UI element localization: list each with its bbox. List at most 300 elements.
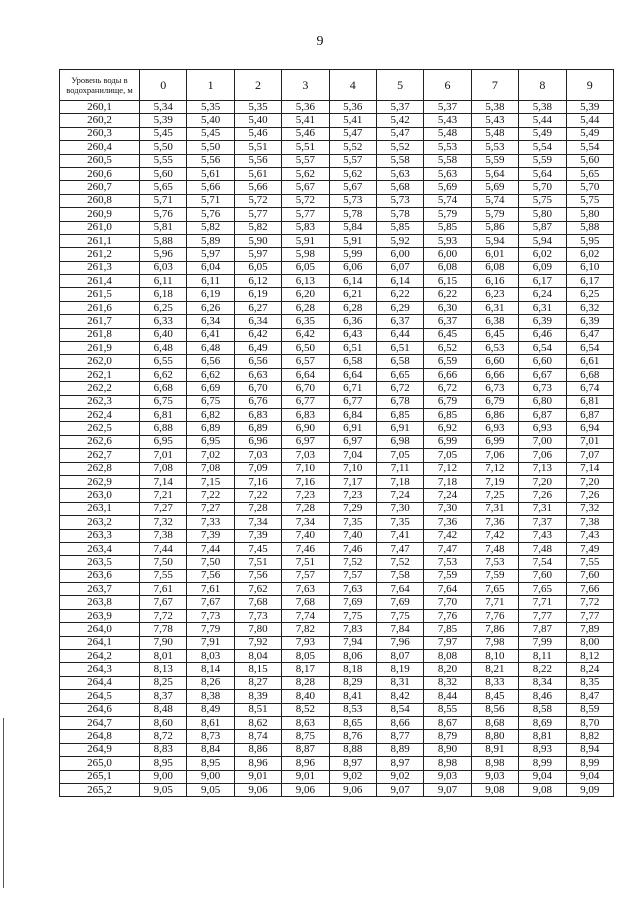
value-cell: 5,71: [140, 194, 187, 207]
value-cell: 8,98: [471, 757, 518, 770]
value-cell: 7,94: [329, 636, 376, 649]
value-cell: 6,30: [424, 301, 471, 314]
value-cell: 5,61: [234, 167, 281, 180]
value-cell: 8,52: [282, 703, 329, 716]
level-cell: 262,6: [60, 435, 140, 448]
table-row: [60, 167, 614, 180]
value-cell: 6,37: [376, 315, 423, 328]
corner-header: Уровень воды в водохранилище, м: [60, 70, 140, 101]
table-row: [60, 261, 614, 274]
value-cell: 6,22: [376, 288, 423, 301]
level-cell: 260,1: [60, 101, 140, 114]
level-cell: 264,3: [60, 663, 140, 676]
table-row: [60, 583, 614, 596]
value-cell: 6,68: [140, 382, 187, 395]
value-cell: 6,17: [519, 275, 566, 288]
value-cell: 7,69: [329, 596, 376, 609]
value-cell: 8,70: [566, 716, 613, 729]
value-cell: 7,38: [566, 516, 613, 529]
value-cell: 7,39: [234, 529, 281, 542]
value-cell: 5,47: [376, 127, 423, 140]
value-cell: 5,60: [566, 154, 613, 167]
value-cell: 8,97: [329, 757, 376, 770]
level-cell: 261,9: [60, 342, 140, 355]
value-cell: 8,32: [424, 676, 471, 689]
value-cell: 5,63: [376, 167, 423, 180]
value-cell: 6,09: [519, 261, 566, 274]
table-row: [60, 690, 614, 703]
value-cell: 7,44: [187, 542, 234, 555]
value-cell: 7,82: [282, 623, 329, 636]
value-cell: 8,51: [234, 703, 281, 716]
value-cell: 5,94: [471, 234, 518, 247]
value-cell: 5,76: [187, 208, 234, 221]
table-row: [60, 730, 614, 743]
value-cell: 7,93: [282, 636, 329, 649]
value-cell: 6,13: [282, 275, 329, 288]
column-header: 0: [140, 70, 187, 101]
value-cell: 8,95: [140, 757, 187, 770]
value-cell: 6,85: [376, 408, 423, 421]
value-cell: 5,93: [424, 234, 471, 247]
value-cell: 9,04: [566, 770, 613, 783]
value-cell: 7,56: [187, 569, 234, 582]
value-cell: 6,46: [519, 328, 566, 341]
value-cell: 6,71: [329, 382, 376, 395]
value-cell: 6,79: [424, 395, 471, 408]
value-cell: 7,27: [187, 502, 234, 515]
level-cell: 263,0: [60, 489, 140, 502]
value-cell: 9,08: [471, 783, 518, 796]
value-cell: 5,64: [519, 167, 566, 180]
value-cell: 7,52: [329, 556, 376, 569]
value-cell: 7,12: [424, 462, 471, 475]
value-cell: 8,27: [234, 676, 281, 689]
value-cell: 5,69: [424, 181, 471, 194]
value-cell: 6,42: [234, 328, 281, 341]
value-cell: 7,47: [424, 542, 471, 555]
value-cell: 6,01: [471, 248, 518, 261]
value-cell: 5,91: [282, 234, 329, 247]
value-cell: 8,45: [471, 690, 518, 703]
value-cell: 7,33: [187, 516, 234, 529]
value-cell: 8,28: [282, 676, 329, 689]
value-cell: 7,01: [566, 435, 613, 448]
value-cell: 7,48: [519, 542, 566, 555]
value-cell: 7,59: [471, 569, 518, 582]
value-cell: 6,80: [519, 395, 566, 408]
value-cell: 7,87: [519, 623, 566, 636]
table-row: [60, 569, 614, 582]
value-cell: 6,55: [140, 355, 187, 368]
value-cell: 7,32: [140, 516, 187, 529]
level-cell: 265,1: [60, 770, 140, 783]
value-cell: 9,06: [329, 783, 376, 796]
value-cell: 5,72: [234, 194, 281, 207]
value-cell: 7,26: [566, 489, 613, 502]
value-cell: 7,06: [471, 449, 518, 462]
value-cell: 7,64: [376, 583, 423, 596]
value-cell: 8,75: [282, 730, 329, 743]
table-row: [60, 355, 614, 368]
value-cell: 7,89: [566, 623, 613, 636]
value-cell: 6,62: [140, 368, 187, 381]
value-cell: 8,55: [424, 703, 471, 716]
value-cell: 5,65: [140, 181, 187, 194]
value-cell: 6,76: [234, 395, 281, 408]
value-cell: 6,08: [471, 261, 518, 274]
value-cell: 7,23: [329, 489, 376, 502]
value-cell: 6,04: [187, 261, 234, 274]
value-cell: 6,34: [234, 315, 281, 328]
table-row: [60, 181, 614, 194]
table-row: [60, 395, 614, 408]
value-cell: 5,52: [376, 141, 423, 154]
value-cell: 8,76: [329, 730, 376, 743]
value-cell: 7,77: [519, 609, 566, 622]
value-cell: 6,22: [424, 288, 471, 301]
value-cell: 7,47: [376, 542, 423, 555]
value-cell: 5,64: [471, 167, 518, 180]
value-cell: 7,38: [140, 529, 187, 542]
value-cell: 8,69: [519, 716, 566, 729]
value-cell: 7,61: [140, 583, 187, 596]
value-cell: 5,40: [187, 114, 234, 127]
value-cell: 7,69: [376, 596, 423, 609]
value-cell: 8,99: [519, 757, 566, 770]
value-cell: 8,14: [187, 663, 234, 676]
value-cell: 6,17: [566, 275, 613, 288]
table-row: [60, 743, 614, 756]
table-row: [60, 757, 614, 770]
value-cell: 8,41: [329, 690, 376, 703]
value-cell: 7,12: [471, 462, 518, 475]
value-cell: 5,41: [282, 114, 329, 127]
value-cell: 6,81: [566, 395, 613, 408]
value-cell: 7,22: [234, 489, 281, 502]
value-cell: 6,28: [329, 301, 376, 314]
table-row: [60, 663, 614, 676]
value-cell: 7,09: [234, 462, 281, 475]
value-cell: 5,43: [471, 114, 518, 127]
value-cell: 6,97: [329, 435, 376, 448]
level-cell: 261,7: [60, 315, 140, 328]
value-cell: 7,65: [519, 583, 566, 596]
column-header: 9: [566, 70, 613, 101]
value-cell: 7,55: [140, 569, 187, 582]
value-cell: 6,60: [471, 355, 518, 368]
value-cell: 5,78: [329, 208, 376, 221]
value-cell: 7,58: [376, 569, 423, 582]
value-cell: 5,62: [282, 167, 329, 180]
value-cell: 6,33: [140, 315, 187, 328]
value-cell: 7,27: [140, 502, 187, 515]
value-cell: 5,53: [424, 141, 471, 154]
value-cell: 8,81: [519, 730, 566, 743]
value-cell: 8,05: [282, 650, 329, 663]
value-cell: 6,70: [234, 382, 281, 395]
value-cell: 7,64: [424, 583, 471, 596]
value-cell: 8,29: [329, 676, 376, 689]
value-cell: 7,49: [566, 542, 613, 555]
value-cell: 6,51: [376, 342, 423, 355]
value-cell: 6,75: [187, 395, 234, 408]
value-cell: 6,54: [519, 342, 566, 355]
value-cell: 7,31: [519, 502, 566, 515]
value-cell: 6,02: [519, 248, 566, 261]
column-header: 5: [376, 70, 423, 101]
value-cell: 6,68: [566, 368, 613, 381]
value-cell: 8,93: [519, 743, 566, 756]
value-cell: 6,81: [140, 408, 187, 421]
table-row: [60, 382, 614, 395]
value-cell: 5,50: [140, 141, 187, 154]
value-cell: 9,04: [519, 770, 566, 783]
value-cell: 7,16: [234, 475, 281, 488]
value-cell: 8,12: [566, 650, 613, 663]
value-cell: 6,39: [566, 315, 613, 328]
value-cell: 6,38: [471, 315, 518, 328]
value-cell: 8,46: [519, 690, 566, 703]
value-cell: 7,75: [376, 609, 423, 622]
level-cell: 261,8: [60, 328, 140, 341]
table-row: [60, 154, 614, 167]
value-cell: 7,57: [282, 569, 329, 582]
value-cell: 8,98: [424, 757, 471, 770]
value-cell: 8,77: [376, 730, 423, 743]
value-cell: 6,87: [519, 408, 566, 421]
value-cell: 5,62: [329, 167, 376, 180]
level-cell: 263,1: [60, 502, 140, 515]
level-cell: 261,2: [60, 248, 140, 261]
value-cell: 6,51: [329, 342, 376, 355]
value-cell: 5,82: [187, 221, 234, 234]
value-cell: 5,96: [140, 248, 187, 261]
table-row: [60, 221, 614, 234]
value-cell: 5,86: [471, 221, 518, 234]
value-cell: 6,23: [471, 288, 518, 301]
column-header: 6: [424, 70, 471, 101]
value-cell: 6,85: [424, 408, 471, 421]
level-cell: 260,9: [60, 208, 140, 221]
value-cell: 6,77: [329, 395, 376, 408]
value-cell: 6,92: [424, 422, 471, 435]
value-cell: 6,87: [566, 408, 613, 421]
table-row: [60, 636, 614, 649]
table-row: [60, 703, 614, 716]
value-cell: 7,18: [424, 475, 471, 488]
level-cell: 261,6: [60, 301, 140, 314]
value-cell: 6,25: [566, 288, 613, 301]
value-cell: 7,96: [376, 636, 423, 649]
value-cell: 6,45: [471, 328, 518, 341]
value-cell: 5,47: [329, 127, 376, 140]
value-cell: 6,56: [234, 355, 281, 368]
value-cell: 5,51: [234, 141, 281, 154]
table-row: [60, 489, 614, 502]
table-row: [60, 368, 614, 381]
value-cell: 8,34: [519, 676, 566, 689]
value-cell: 7,60: [566, 569, 613, 582]
water-level-table: [59, 69, 614, 797]
value-cell: 6,34: [187, 315, 234, 328]
value-cell: 5,36: [282, 101, 329, 114]
value-cell: 6,12: [234, 275, 281, 288]
value-cell: 5,66: [234, 181, 281, 194]
value-cell: 6,36: [329, 315, 376, 328]
table-row: [60, 475, 614, 488]
value-cell: 5,58: [376, 154, 423, 167]
value-cell: 7,56: [234, 569, 281, 582]
value-cell: 8,35: [566, 676, 613, 689]
value-cell: 5,57: [329, 154, 376, 167]
value-cell: 5,71: [187, 194, 234, 207]
value-cell: 6,41: [187, 328, 234, 341]
level-cell: 262,8: [60, 462, 140, 475]
value-cell: 5,44: [566, 114, 613, 127]
value-cell: 7,30: [424, 502, 471, 515]
value-cell: 6,89: [234, 422, 281, 435]
value-cell: 8,68: [471, 716, 518, 729]
value-cell: 6,95: [140, 435, 187, 448]
level-cell: 263,5: [60, 556, 140, 569]
level-cell: 261,0: [60, 221, 140, 234]
table-row: [60, 556, 614, 569]
value-cell: 5,50: [187, 141, 234, 154]
value-cell: 7,72: [140, 609, 187, 622]
value-cell: 6,90: [282, 422, 329, 435]
table-row: [60, 248, 614, 261]
value-cell: 8,38: [187, 690, 234, 703]
level-cell: 265,2: [60, 783, 140, 796]
value-cell: 5,38: [519, 101, 566, 114]
value-cell: 8,72: [140, 730, 187, 743]
value-cell: 7,32: [566, 502, 613, 515]
value-cell: 6,91: [329, 422, 376, 435]
value-cell: 9,09: [566, 783, 613, 796]
value-cell: 6,64: [329, 368, 376, 381]
value-cell: 9,05: [140, 783, 187, 796]
value-cell: 7,83: [329, 623, 376, 636]
value-cell: 7,29: [329, 502, 376, 515]
value-cell: 9,07: [376, 783, 423, 796]
value-cell: 6,00: [424, 248, 471, 261]
value-cell: 8,86: [234, 743, 281, 756]
value-cell: 6,89: [187, 422, 234, 435]
value-cell: 6,48: [140, 342, 187, 355]
value-cell: 7,19: [471, 475, 518, 488]
value-cell: 5,90: [234, 234, 281, 247]
value-cell: 7,61: [187, 583, 234, 596]
value-cell: 7,07: [566, 449, 613, 462]
value-cell: 5,81: [140, 221, 187, 234]
value-cell: 7,43: [566, 529, 613, 542]
value-cell: 7,44: [140, 542, 187, 555]
value-cell: 9,02: [329, 770, 376, 783]
table-row: [60, 315, 614, 328]
value-cell: 7,31: [471, 502, 518, 515]
table-row: [60, 234, 614, 247]
value-cell: 6,84: [329, 408, 376, 421]
value-cell: 7,14: [566, 462, 613, 475]
value-cell: 6,27: [234, 301, 281, 314]
value-cell: 8,39: [234, 690, 281, 703]
value-cell: 6,77: [282, 395, 329, 408]
value-cell: 5,37: [424, 101, 471, 114]
value-cell: 5,69: [471, 181, 518, 194]
level-cell: 262,0: [60, 355, 140, 368]
value-cell: 6,73: [471, 382, 518, 395]
value-cell: 6,62: [187, 368, 234, 381]
value-cell: 8,94: [566, 743, 613, 756]
value-cell: 7,46: [282, 542, 329, 555]
value-cell: 9,08: [519, 783, 566, 796]
value-cell: 7,36: [424, 516, 471, 529]
table-row: [60, 422, 614, 435]
level-cell: 263,8: [60, 596, 140, 609]
value-cell: 5,49: [519, 127, 566, 140]
level-cell: 260,5: [60, 154, 140, 167]
value-cell: 8,97: [376, 757, 423, 770]
value-cell: 7,04: [329, 449, 376, 462]
value-cell: 7,59: [424, 569, 471, 582]
value-cell: 8,80: [471, 730, 518, 743]
value-cell: 7,20: [566, 475, 613, 488]
level-cell: 260,6: [60, 167, 140, 180]
value-cell: 5,65: [566, 167, 613, 180]
value-cell: 6,32: [566, 301, 613, 314]
value-cell: 7,01: [140, 449, 187, 462]
value-cell: 8,15: [234, 663, 281, 676]
value-cell: 7,70: [424, 596, 471, 609]
value-cell: 7,50: [140, 556, 187, 569]
value-cell: 5,39: [140, 114, 187, 127]
value-cell: 7,65: [471, 583, 518, 596]
value-cell: 6,06: [329, 261, 376, 274]
value-cell: 7,91: [187, 636, 234, 649]
value-cell: 5,87: [519, 221, 566, 234]
value-cell: 8,10: [471, 650, 518, 663]
value-cell: 8,99: [566, 757, 613, 770]
table-row: [60, 127, 614, 140]
value-cell: 7,41: [376, 529, 423, 542]
value-cell: 7,57: [329, 569, 376, 582]
value-cell: 7,76: [471, 609, 518, 622]
value-cell: 8,21: [471, 663, 518, 676]
value-cell: 9,06: [234, 783, 281, 796]
value-cell: 7,40: [329, 529, 376, 542]
value-cell: 8,03: [187, 650, 234, 663]
value-cell: 5,49: [566, 127, 613, 140]
value-cell: 5,68: [376, 181, 423, 194]
value-cell: 5,54: [566, 141, 613, 154]
value-cell: 6,64: [282, 368, 329, 381]
level-cell: 260,3: [60, 127, 140, 140]
value-cell: 6,45: [424, 328, 471, 341]
table-row: [60, 609, 614, 622]
value-cell: 7,28: [282, 502, 329, 515]
value-cell: 6,99: [424, 435, 471, 448]
value-cell: 6,50: [282, 342, 329, 355]
value-cell: 6,82: [187, 408, 234, 421]
value-cell: 6,99: [471, 435, 518, 448]
level-cell: 262,1: [60, 368, 140, 381]
value-cell: 7,11: [376, 462, 423, 475]
value-cell: 6,58: [329, 355, 376, 368]
value-cell: 8,07: [376, 650, 423, 663]
table-row: [60, 596, 614, 609]
level-cell: 261,3: [60, 261, 140, 274]
